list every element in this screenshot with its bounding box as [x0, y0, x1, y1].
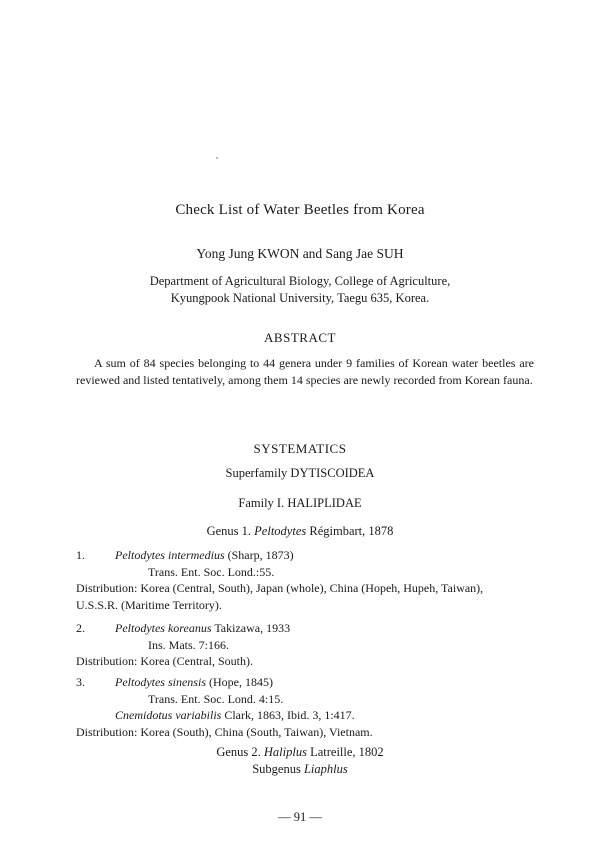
- species-distribution: Distribution: Korea (Central, South).: [76, 654, 253, 668]
- species-distribution: Distribution: Korea (South), China (South, Taiwan), Vietnam.: [76, 724, 373, 739]
- species-name: Peltodytes koreanus: [115, 621, 212, 635]
- authors: Yong Jung KWON and Sang Jae SUH: [196, 246, 404, 261]
- family-heading: Family I. HALIPLIDAE: [238, 496, 362, 510]
- genus-1-prefix: Genus 1.: [206, 524, 255, 538]
- superfamily-heading: Superfamily DYTISCOIDEA: [225, 466, 375, 480]
- page-number: — 91 —: [278, 810, 322, 824]
- abstract-text: A sum of 84 species belonging to 44 genera under 9 families of Korean water beetles are reviewed and listed tentatively, among them 14 species are newly recorded from Korean fauna.: [76, 356, 534, 387]
- species-authority: (Sharp, 1873): [224, 548, 294, 562]
- species-entry-1: [76, 547, 546, 613]
- paper-title: Check List of Water Beetles from Korea: [175, 202, 425, 218]
- species-entry-3: [76, 674, 546, 740]
- genus-2-name: Haliplus: [263, 745, 307, 759]
- synonym-name: Cnemidotus variabilis: [115, 708, 222, 722]
- subgenus-name: Liaphlus: [303, 761, 348, 776]
- species-authority: (Hope, 1845): [205, 675, 273, 689]
- subgenus-heading: [0, 761, 600, 778]
- genus-2-author: Latreille, 1802: [306, 745, 384, 759]
- species-reference: Ins. Mats. 7:166.: [148, 637, 229, 652]
- abstract-heading: ABSTRACT: [264, 330, 336, 345]
- affiliation-line-1: Department of Agricultural Biology, College of Agriculture,: [149, 274, 451, 288]
- species-authority: Takizawa, 1933: [211, 621, 291, 635]
- affiliation-line-2: Kyungpook National University, Taegu 635, Korea.: [170, 291, 430, 305]
- species-name: Peltodytes intermedius: [115, 548, 225, 562]
- entry-number: 1.: [76, 548, 85, 562]
- synonym-reference: Clark, 1863, Ibid. 3, 1:417.: [221, 708, 355, 722]
- genus-2-block: [0, 744, 600, 777]
- species-entry-2: [76, 620, 546, 670]
- scan-speck: [216, 157, 218, 159]
- species-reference: Trans. Ent. Soc. Lond.:55.: [148, 564, 275, 579]
- genus-1-name: Peltodytes: [254, 524, 307, 538]
- species-distribution-cont: U.S.S.R. (Maritime Territory).: [76, 597, 222, 612]
- genus-1-heading: [0, 524, 600, 539]
- systematics-heading: SYSTEMATICS: [253, 441, 347, 456]
- subgenus-prefix: Subgenus: [252, 761, 304, 776]
- genus-2-heading: [0, 744, 600, 761]
- genus-2-prefix: Genus 2.: [216, 745, 264, 759]
- entry-number: 3.: [76, 675, 85, 689]
- species-distribution: Distribution: Korea (Central, South), Japan (whole), China (Hopeh, Hupeh, Taiwan),: [76, 581, 484, 595]
- entry-number: 2.: [76, 621, 85, 635]
- genus-1-author: Régimbart, 1878: [306, 524, 394, 538]
- species-reference: Trans. Ent. Soc. Lond. 4:15.: [148, 691, 284, 706]
- species-name: Peltodytes sinensis: [115, 675, 206, 689]
- affiliation: [0, 273, 600, 307]
